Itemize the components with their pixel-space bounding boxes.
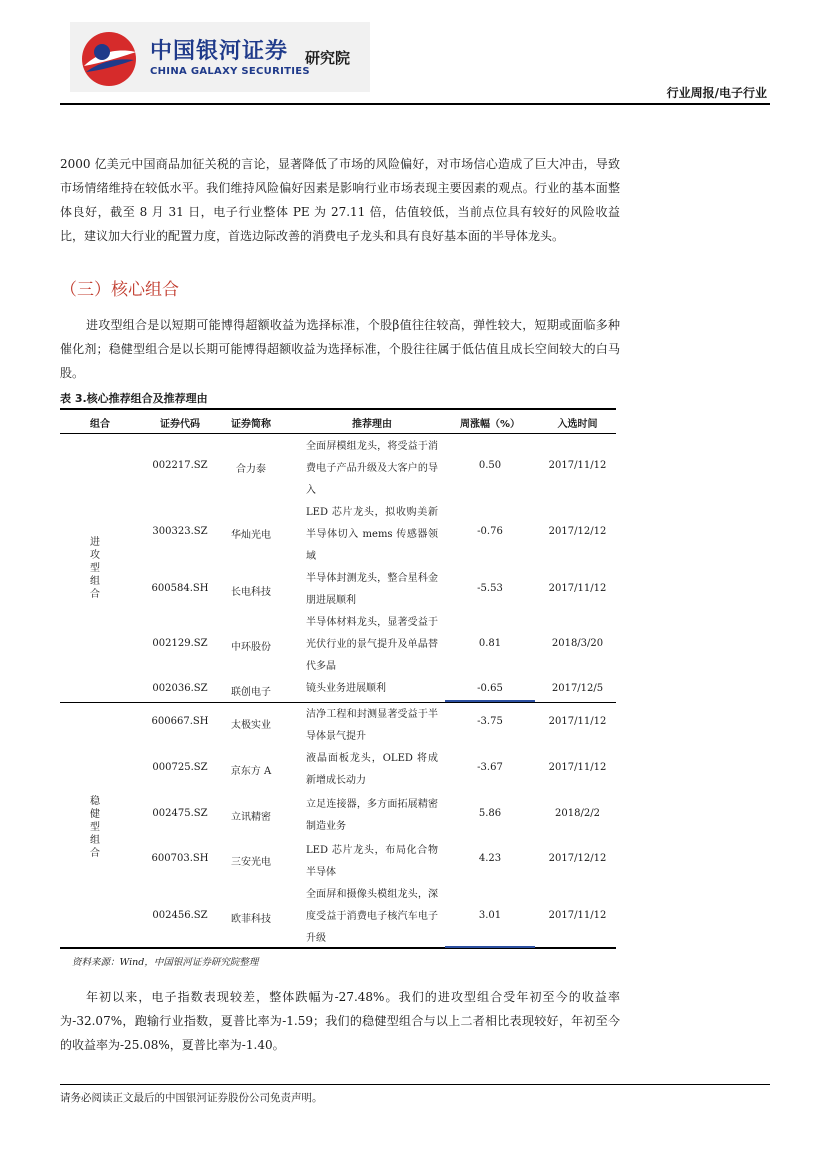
cell-reason: 全面屏模组龙头，将受益于消费电子产品升级及大客户的导入 <box>306 441 438 496</box>
cell-name: 联创电子 <box>231 687 271 698</box>
cell-weekly-change: -3.75 <box>477 716 503 727</box>
cell-weekly-change: -5.53 <box>477 583 503 594</box>
table-accent-rule <box>445 946 535 948</box>
cell-code: 002456.SZ <box>152 910 208 921</box>
cell-reason: 立足连接器，多方面拓展精密制造业务 <box>306 799 438 832</box>
group-label-aggressive: 进攻型组合 <box>90 537 100 600</box>
cell-weekly-change: 4.23 <box>478 853 502 864</box>
cell-name: 华灿光电 <box>231 530 271 541</box>
cell-entry-date: 2017/11/12 <box>548 583 607 594</box>
cell-entry-date: 2018/3/20 <box>551 638 604 649</box>
table-accent-rule <box>445 700 535 702</box>
cell-entry-date: 2017/11/12 <box>548 460 607 471</box>
table-header-rule <box>60 433 616 434</box>
cell-reason: 半导体封测龙头，整合星科金朋进展顺利 <box>306 573 438 606</box>
cell-entry-date: 2018/2/2 <box>555 808 600 819</box>
cell-reason: 全面屏和摄像头模组龙头，深度受益于消费电子核汽车电子升级 <box>306 889 438 944</box>
cell-name: 中环股份 <box>231 642 271 653</box>
table-header-group: 组合 <box>90 419 110 430</box>
cell-reason: 半导体材料龙头，显著受益于光伏行业的景气提升及单晶替代多晶 <box>306 617 438 672</box>
footer-rule <box>60 1084 770 1085</box>
cell-name: 欧菲科技 <box>231 914 271 925</box>
cell-reason: LED 芯片龙头，布局化合物半导体 <box>306 845 438 878</box>
paragraph-market-view: 2000 亿美元中国商品加征关税的言论，显著降低了市场的风险偏好，对市场信心造成了巨大冲击，导致市场情绪维持在较低水平。我们维持风险偏好因素是影响行业市场表现主要因素的观点。行业的基本面整体良好，截至 8 月 31 日，电子行业整体 PE 为 27.11 倍，估值较低，当前点位具有较好的风险收益比，建议加大行业的配置力度，首选边际改善的消费电子龙头和具有良好基本面的半导体龙头。 <box>60 157 620 243</box>
cell-name: 合力泰 <box>236 464 266 475</box>
cell-entry-date: 2017/11/12 <box>548 762 607 773</box>
brand-institute: 研究院 <box>305 49 351 67</box>
brand-name-cn: 中国银河证券 <box>150 39 289 64</box>
cell-code: 002129.SZ <box>152 638 208 649</box>
table-caption: 表 3.核心推荐组合及推荐理由 <box>60 392 208 405</box>
cell-weekly-change: -0.65 <box>477 683 503 694</box>
report-type: 行业周报/电子行业 <box>666 86 767 100</box>
galaxy-logo-icon <box>80 30 138 88</box>
cell-weekly-change: -0.76 <box>477 526 503 537</box>
cell-code: 002036.SZ <box>152 683 208 694</box>
cell-entry-date: 2017/12/12 <box>548 853 607 864</box>
cell-name: 三安光电 <box>231 857 271 868</box>
paragraph-performance: 年初以来，电子指数表现较差，整体跌幅为-27.48%。我们的进攻型组合受年初至今的收益率为-32.07%，跑输行业指数，夏普比率为-1.59；我们的稳健型组合与以上二者相比表现较好，年初至今的收益率为-25.08%，夏普比率为-1.40。 <box>60 990 620 1052</box>
cell-weekly-change: 0.50 <box>478 460 502 471</box>
brand-name-en: CHINA GALAXY SECURITIES <box>150 66 310 77</box>
cell-weekly-change: 3.01 <box>478 910 502 921</box>
table-group-divider <box>60 702 616 703</box>
cell-weekly-change: 5.86 <box>478 808 502 819</box>
cell-weekly-change: 0.81 <box>478 638 502 649</box>
paragraph-portfolio-definition: 进攻型组合是以短期可能博得超额收益为选择标准，个股β值往往较高，弹性较大，短期或面临多种催化剂；稳健型组合是以长期可能博得超额收益为选择标准，个股往往属于低估值且成长空间较大的白马股。 <box>60 318 620 380</box>
group-label-steady: 稳健型组合 <box>90 796 100 859</box>
cell-code: 600667.SH <box>151 716 209 727</box>
cell-name: 京东方 A <box>230 766 272 777</box>
cell-code: 300323.SZ <box>152 526 208 537</box>
table-source-note: 资料来源：Wind，中国银河证券研究院整理 <box>72 957 259 968</box>
cell-weekly-change: -3.67 <box>477 762 503 773</box>
cell-code: 600584.SH <box>151 583 209 594</box>
table-header-weekly-change: 周涨幅（%） <box>459 419 521 430</box>
cell-reason: 镜头业务进展顺利 <box>306 683 386 694</box>
cell-name: 立讯精密 <box>231 812 271 823</box>
header-rule <box>60 103 770 105</box>
cell-name: 太极实业 <box>231 720 271 731</box>
cell-reason: 洁净工程和封测显著受益于半导体景气提升 <box>306 709 438 742</box>
cell-entry-date: 2017/12/5 <box>551 683 604 694</box>
cell-code: 002475.SZ <box>152 808 208 819</box>
table-header-name: 证券简称 <box>231 419 271 430</box>
cell-entry-date: 2017/11/12 <box>548 910 607 921</box>
section-title: （三）核心组合 <box>60 280 179 300</box>
cell-code: 600703.SH <box>151 853 209 864</box>
cell-entry-date: 2017/11/12 <box>548 716 607 727</box>
footer-disclaimer: 请务必阅读正文最后的中国银河证券股份公司免责声明。 <box>60 1092 323 1104</box>
table-header-code: 证券代码 <box>160 419 200 430</box>
cell-reason: LED 芯片龙头，拟收购美新半导体切入 mems 传感器领域 <box>306 507 438 562</box>
table-header-entry-date: 入选时间 <box>557 419 598 430</box>
cell-name: 长电科技 <box>231 587 271 598</box>
cell-code: 002217.SZ <box>152 460 208 471</box>
table-top-rule <box>60 408 616 410</box>
cell-entry-date: 2017/12/12 <box>548 526 607 537</box>
cell-reason: 液晶面板龙头，OLED 将成新增成长动力 <box>306 753 438 786</box>
table-header-reason: 推荐理由 <box>352 419 392 430</box>
cell-code: 000725.SZ <box>152 762 208 773</box>
